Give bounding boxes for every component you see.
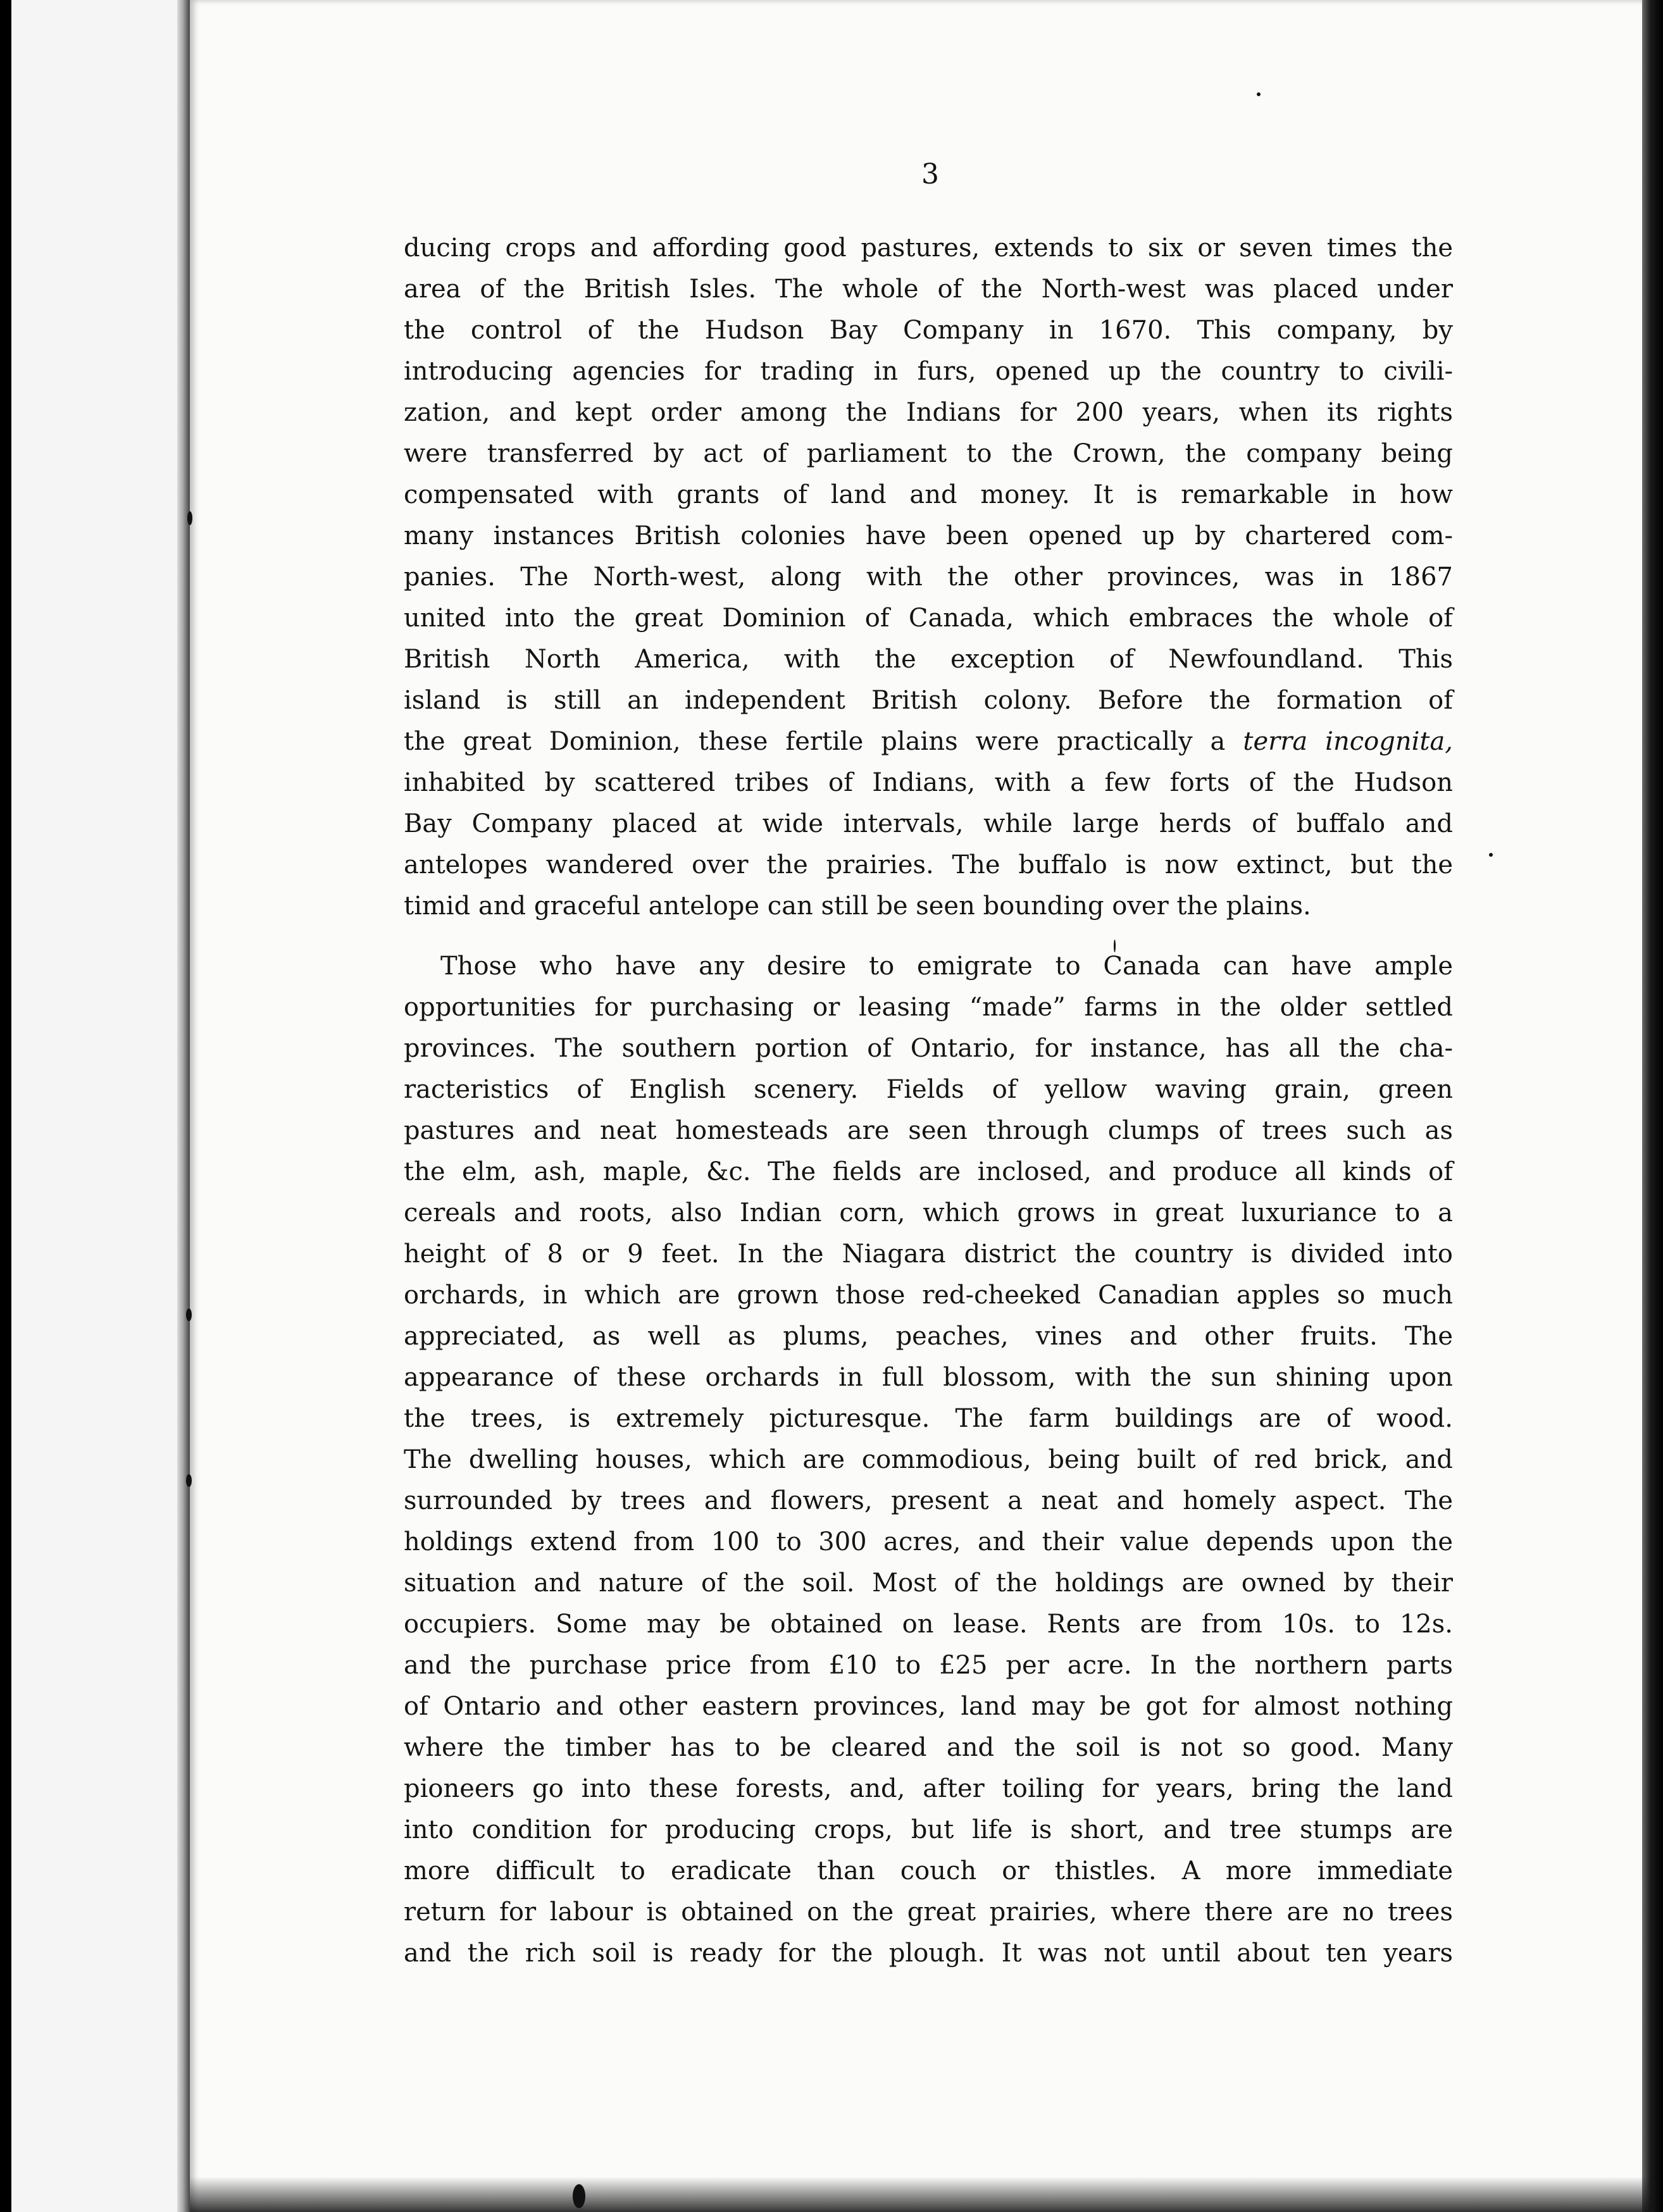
text-line: situation and nature of the soil. Most of the holdings are owned by their	[404, 1569, 1453, 1598]
text-line: where the timber has to be cleared and the soil is not so good. Many	[404, 1733, 1453, 1762]
text-line: timid and graceful antelope can still be seen bounding over the plains.	[404, 892, 1311, 921]
text-line: holdings extend from 100 to 300 acres, and their value depends upon the	[404, 1527, 1453, 1556]
text-line: were transferred by act of parliament to the Crown, the company being	[404, 439, 1453, 468]
text-line: and the rich soil is ready for the plough. It was not until about ten years	[404, 1939, 1453, 1968]
text-line: The dwelling houses, which are commodious, being built of red brick, and	[404, 1445, 1453, 1474]
text-line: island is still an independent British colony. Before the formation of	[404, 686, 1453, 715]
text-line: provinces. The southern portion of Ontario, for instance, has all the cha-	[404, 1034, 1453, 1063]
text-line: the trees, is extremely picturesque. The farm buildings are of wood.	[404, 1404, 1453, 1433]
text-line: appearance of these orchards in full blossom, with the sun shining upon	[404, 1363, 1453, 1392]
scan-border-left	[0, 0, 11, 2212]
italic-phrase: terra incognita,	[1243, 727, 1454, 756]
text-line: Those who have any desire to emigrate to Canada can have ample	[440, 952, 1453, 981]
text-line: orchards, in which are grown those red-cheeked Canadian apples so much	[404, 1281, 1453, 1310]
text-line: occupiers. Some may be obtained on lease. Rents are from 10s. to 12s.	[404, 1610, 1453, 1639]
text-line: panies. The North-west, along with the other provinces, was in 1867	[404, 562, 1453, 592]
binding-mark	[187, 511, 192, 525]
text-line: opportunities for purchasing or leasing “made” farms in the older settled	[404, 993, 1453, 1022]
text-line: the elm, ash, maple, &c. The fields are inclosed, and produce all kinds of	[404, 1157, 1453, 1186]
text-line: united into the great Dominion of Canada, which embraces the whole of	[404, 604, 1453, 633]
text-line: and the purchase price from £10 to £25 per acre. In the northern parts	[404, 1651, 1453, 1680]
text-line: antelopes wandered over the prairies. The buffalo is now extinct, but the	[404, 850, 1453, 879]
text-line: British North America, with the exception of Newfoundland. This	[404, 645, 1453, 674]
text-line: area of the British Isles. The whole of the North-west was placed under	[404, 275, 1453, 304]
text-line: inhabited by scattered tribes of Indians, with a few forts of the Hudson	[404, 768, 1453, 797]
text-line: many instances British colonies have been opened up by chartered com-	[404, 521, 1453, 550]
dust-speck	[1257, 92, 1261, 96]
text-line: racteristics of English scenery. Fields of yellow waving grain, green	[404, 1075, 1453, 1104]
text-line: pastures and neat homesteads are seen through clumps of trees such as	[404, 1116, 1453, 1145]
text-line: zation, and kept order among the Indians for 200 years, when its rights	[404, 398, 1453, 427]
text-line: of Ontario and other eastern provinces, land may be got for almost nothing	[404, 1692, 1453, 1721]
text-line: the control of the Hudson Bay Company in 1670. This company, by	[404, 316, 1453, 345]
text-line: pioneers go into these forests, and, after toiling for years, bring the land	[404, 1774, 1453, 1803]
text-line: into condition for producing crops, but life is short, and tree stumps are	[404, 1815, 1453, 1844]
text-line: Bay Company placed at wide intervals, while large herds of buffalo and	[404, 809, 1453, 838]
binding-mark	[186, 1474, 192, 1487]
text-line: ducing crops and affording good pastures, extends to six or seven times the	[404, 233, 1453, 263]
text-line-part: the great Dominion, these fertile plains were practically a	[404, 727, 1226, 756]
dust-speck	[1489, 853, 1493, 857]
binding-mark	[573, 2184, 585, 2208]
text-line: height of 8 or 9 feet. In the Niagara district the country is divided into	[404, 1240, 1453, 1269]
page-number: 3	[921, 158, 939, 190]
facing-page-strip	[11, 0, 189, 2212]
text-line: introducing agencies for trading in furs, opened up the country to civili-	[404, 357, 1453, 386]
body-text	[404, 228, 1453, 1974]
scan-border-right	[1642, 0, 1663, 2212]
binding-mark	[186, 1308, 192, 1321]
text-line: appreciated, as well as plums, peaches, vines and other fruits. The	[404, 1322, 1453, 1351]
text-line: compensated with grants of land and money. It is remarkable in how	[404, 480, 1453, 509]
text-line: cereals and roots, also Indian corn, which grows in great luxuriance to a	[404, 1198, 1453, 1227]
paragraph-break	[404, 927, 1453, 946]
text-line: surrounded by trees and flowers, present a neat and homely aspect. The	[404, 1486, 1453, 1515]
text-line: return for labour is obtained on the great prairies, where there are no trees	[404, 1898, 1453, 1927]
text-line: more difficult to eradicate than couch or thistles. A more immediate	[404, 1856, 1453, 1886]
scan-border-bottom	[190, 2177, 1653, 2212]
text-line	[404, 721, 1453, 762]
